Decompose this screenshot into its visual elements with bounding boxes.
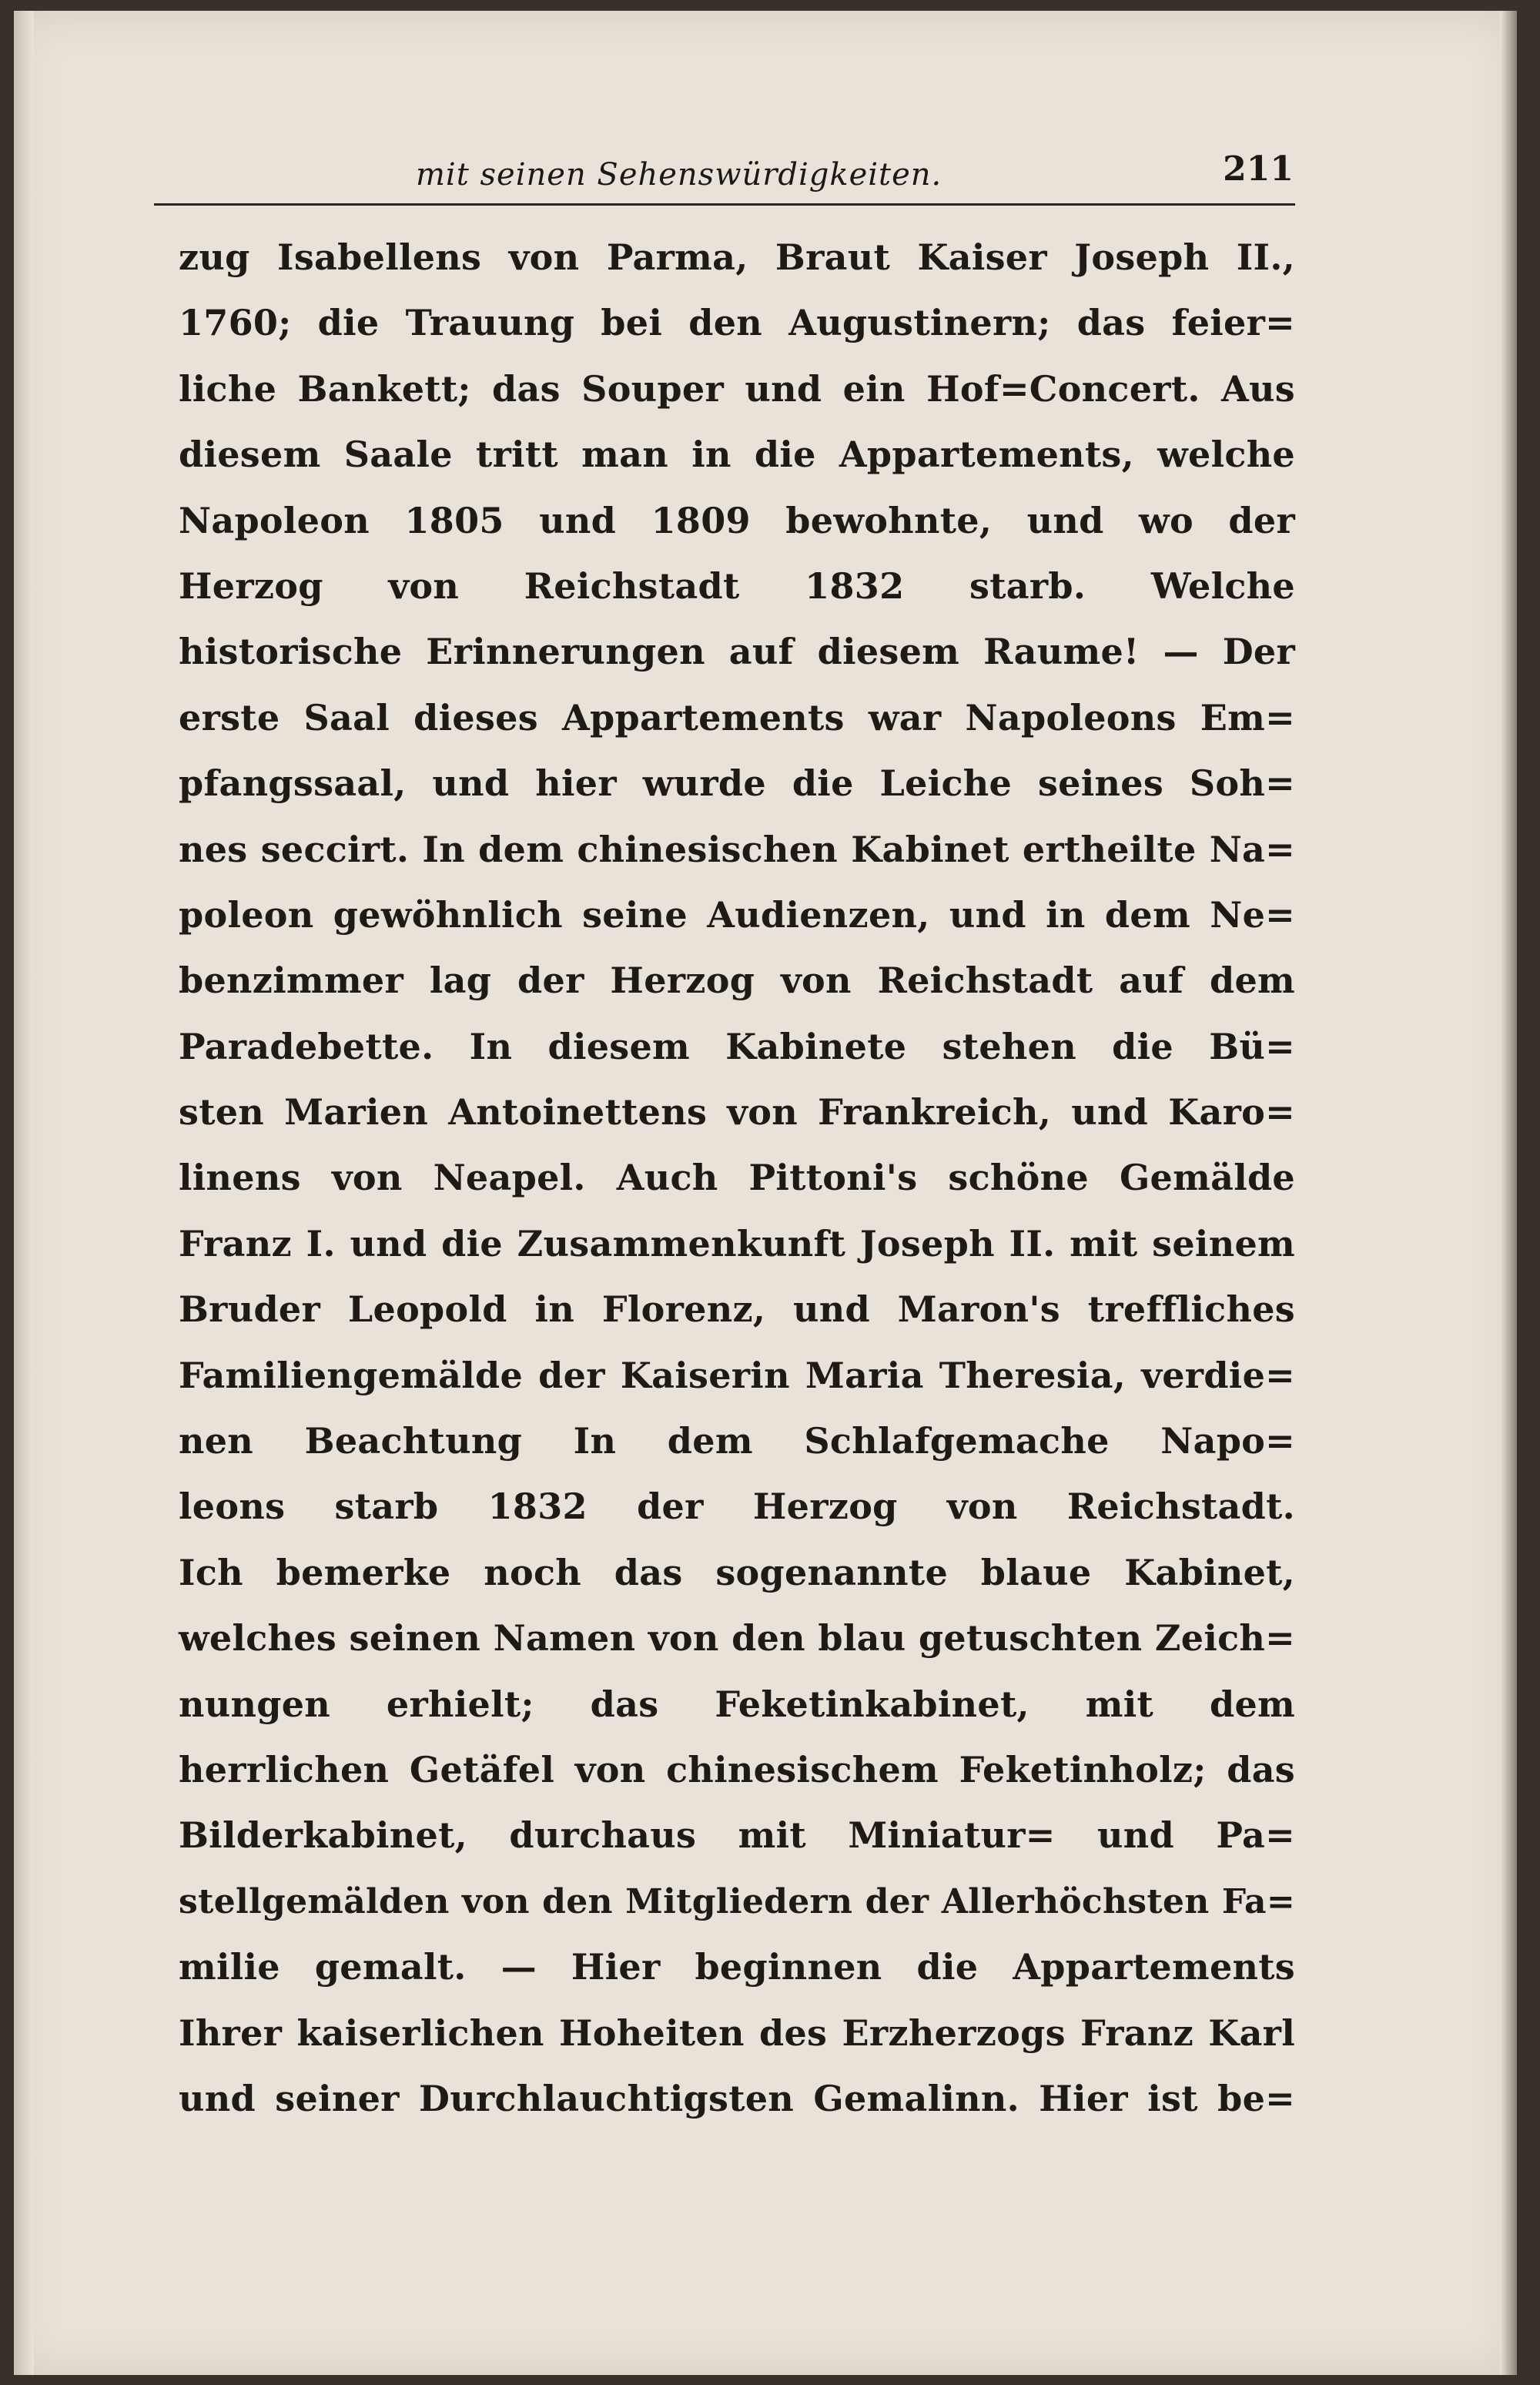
text-line: 1760; die Trauung bei den Augustinern; das feier= (179, 302, 1295, 344)
text-line: Ihrer kaiserlichen Hoheiten des Erzherzogs Franz Karl (179, 2012, 1295, 2054)
text-line: pfangssaal, und hier wurde die Leiche seines Soh= (179, 762, 1295, 805)
page-header (154, 146, 1294, 208)
text-line: nungen erhielt; das Feketinkabinet, mit dem (179, 1683, 1295, 1725)
text-line: erste Saal dieses Appartements war Napoleons Em= (179, 696, 1295, 739)
page-gutter-shadow (14, 11, 34, 2375)
text-line: Familiengemälde der Kaiserin Maria Theresia, verdie= (179, 1354, 1295, 1396)
header-rule (154, 203, 1295, 206)
page-fore-edge (1500, 11, 1517, 2375)
text-line: nes seccirt. In dem chinesischen Kabinet ertheilte Na= (179, 828, 1295, 870)
text-line: Napoleon 1805 und 1809 bewohnte, und wo der (179, 499, 1295, 541)
text-line: nen Beachtung In dem Schlafgemache Napo= (179, 1420, 1295, 1462)
text-line: Ich bemerke noch das sogenannte blaue Kabinet, (179, 1551, 1295, 1593)
text-line: und seiner Durchlauchtigsten Gemalinn. Hier ist be= (179, 2077, 1295, 2119)
text-line: linens von Neapel. Auch Pittoni's schöne Gemälde (179, 1157, 1295, 1199)
text-line: liche Bankett; das Souper und ein Hof=Concert. Aus (179, 367, 1295, 410)
text-line: poleon gewöhnlich seine Audienzen, und in dem Ne= (179, 893, 1295, 936)
text-line: historische Erinnerungen auf diesem Raume! — Der (179, 631, 1295, 673)
text-line: stellgemälden von den Mitgliedern der Allerhöchsten Fa= (179, 1881, 1295, 1921)
text-line: Herzog von Reichstadt 1832 starb. Welche (179, 564, 1295, 607)
text-line: Bilderkabinet, durchaus mit Miniatur= und Pa= (179, 1814, 1295, 1857)
text-line: sten Marien Antoinettens von Frankreich, und Karo= (179, 1091, 1295, 1134)
page-number: 211 (1223, 149, 1294, 189)
text-line: welches seinen Namen von den blau getuschten Zeich= (179, 1617, 1295, 1660)
text-line: Paradebette. In diesem Kabinete stehen die Bü= (179, 1025, 1295, 1067)
text-line: benzimmer lag der Herzog von Reichstadt auf dem (179, 960, 1295, 1002)
text-line: Bruder Leopold in Florenz, und Maron's treffliches (179, 1288, 1295, 1331)
text-line: diesem Saale tritt man in die Appartements, welche (179, 434, 1295, 476)
body-text (179, 225, 1295, 2132)
text-line: herrlichen Getäfel von chinesischem Feketinholz; das (179, 1748, 1295, 1790)
running-head: mit seinen Sehenswürdigkeiten. (416, 157, 942, 193)
text-line: milie gemalt. — Hier beginnen die Appartements (179, 1946, 1295, 1988)
text-line: zug Isabellens von Parma, Braut Kaiser Joseph II., (179, 236, 1295, 278)
text-line: leons starb 1832 der Herzog von Reichstadt. (179, 1486, 1295, 1528)
text-line: Franz I. und die Zusammenkunft Joseph II. mit seinem (179, 1222, 1295, 1265)
